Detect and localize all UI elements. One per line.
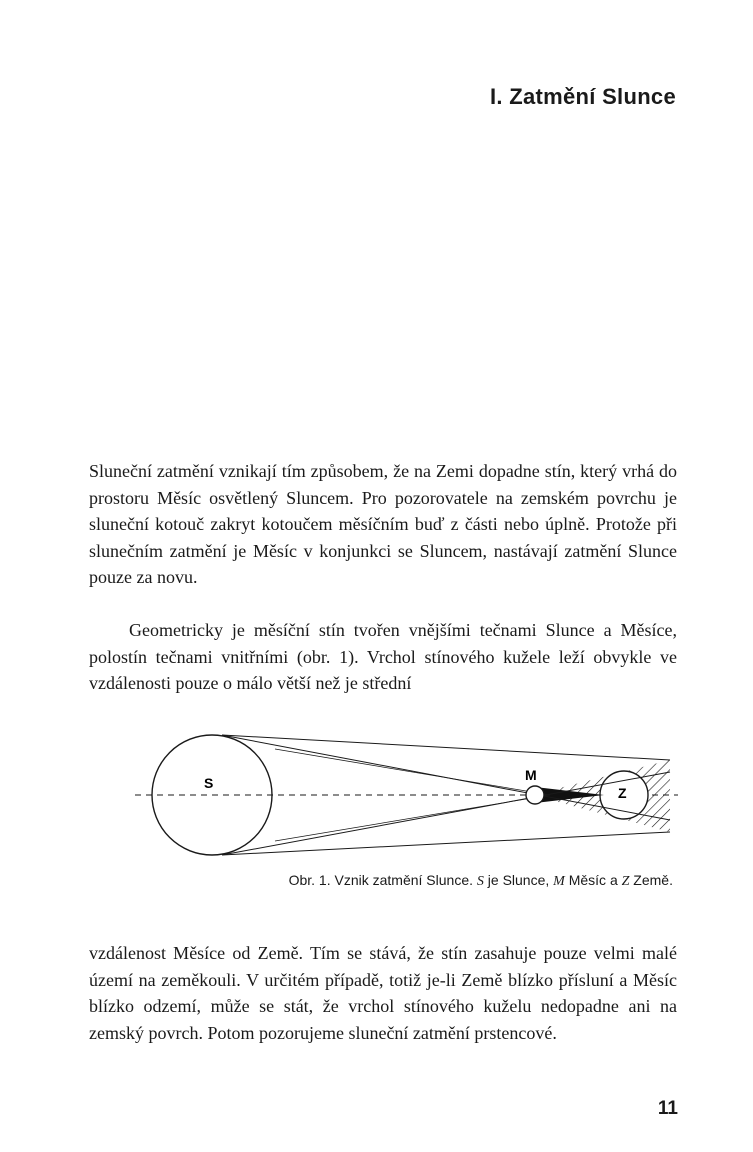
page-title: I. Zatmění Slunce xyxy=(489,84,676,109)
sun-label: S xyxy=(204,775,214,791)
eclipse-diagram xyxy=(130,725,680,865)
paragraph-2: Geometricky je měsíční stín tvořen vnějšími tečnami Slunce a Měsíce, polostín tečnami vnitřními (obr. 1). Vrchol stínového kužele leží obvykle ve vzdálenosti pouze o málo větší než je střední xyxy=(89,620,677,694)
paragraph-1: Sluneční zatmění vznikají tím způsobem, že na Zemi dopadne stín, který vrhá do prostoru Měsíc osvětlený Sluncem. Pro pozorovatele na zemském povrchu je sluneční kotouč zakryt kotoučem měsíčním buď z části nebo úplně. Protože při slunečním zatmění je Měsíc v konjunkci se Sluncem, nastávají zatmění Slunce pouze za novu. xyxy=(89,461,677,588)
paragraph-3: vzdálenost Měsíce od Země. Tím se stává, že stín zasahuje pouze velmi malé území na zeměkouli. V určitém případě, totiž je-li Země blízko přísluní a Měsíc blízko odzemí, může se stát, že vrchol stínového kuželu nedopadne ani na zemský povrch. Potom pozorujeme sluneční zatmění prstencové. xyxy=(89,943,677,1043)
earth-label: Z xyxy=(618,785,627,801)
tangent-outer-bottom xyxy=(222,832,670,855)
figure-caption: Obr. 1. Vznik zatmění Slunce. S je Slunce, M Měsíc a Z Země. xyxy=(288,872,673,889)
moon-label: M xyxy=(525,767,537,783)
page-number: 11 xyxy=(657,1098,678,1119)
moon-circle xyxy=(526,786,544,804)
